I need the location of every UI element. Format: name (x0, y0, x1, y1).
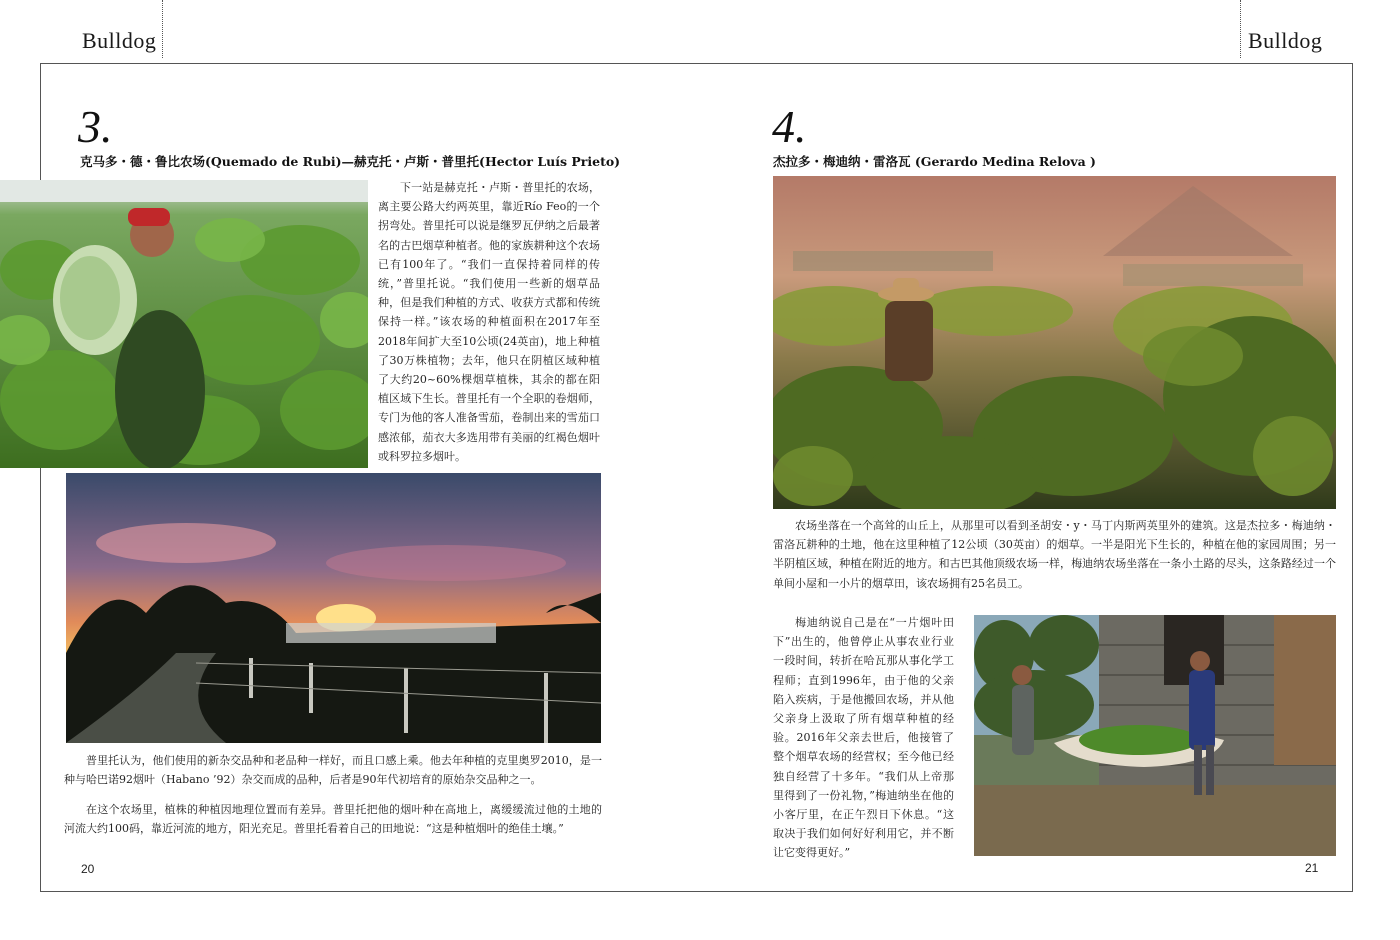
sunset-photo (66, 473, 601, 743)
section-number-3: 3. (78, 101, 113, 152)
header-divider-left (162, 0, 163, 58)
section-number-4: 4. (772, 101, 807, 152)
header-divider-right (1240, 0, 1241, 58)
right-paragraph-2: 梅迪纳说自己是在“一片烟叶田下”出生的，他曾停止从事农业行业一段时间，转折在哈瓦那从事化学工程师；直到1996年，由于他的父亲陷入疾病，于是他搬回农场，并从他父亲身上汲取了所有烟草种植的经验。2016年父亲去世后，他接管了整个烟草农场的经营权；至今他已经独自经营了十多年。“我们从上帝那里得到了一份礼物，”梅迪纳坐在他的小客厅里，在正午烈日下休息。“这取决于我们如何好好利用它，并不断让它变得更好。” (773, 616, 954, 860)
workers-photo (974, 615, 1336, 856)
left-paragraph-2: 普里托认为，他们使用的新杂交品种和老品种一样好，而且口感上乘。他去年种植的克里奥罗2010，是一种与哈巴诺92烟叶（Habano ’92）杂交而成的品种，后者是90年代初培育的原始杂交品种之一。 (64, 754, 602, 787)
field-photo (773, 176, 1336, 509)
section-subtitle-4: 杰拉多・梅迪纳・雷洛瓦 (Gerardo Medina Relova ) (773, 154, 1096, 169)
right-paragraph-1: 农场坐落在一个高耸的山丘上，从那里可以看到圣胡安・y・马丁内斯两英里外的建筑。这是杰拉多・梅迪纳・雷洛瓦耕种的土地，他在这里种植了12公顷（30英亩）的烟草。一半是阳光下生长的，种植在他的家园周围；另一半阴植区域，种植在附近的地方。和古巴其他顶级农场一样，梅迪纳农场坐落在一条小土路的尽头，这条路经过一个单间小屋和一小片的烟草田，该农场拥有25名员工。 (773, 519, 1336, 590)
page-number-left: 20 (81, 862, 95, 876)
left-paragraph-3: 在这个农场里，植株的种植因地理位置而有差异。普里托把他的烟叶种在高地上，离缓缓流过他的土地的河流大约100码，靠近河流的地方，阳光充足。普里托看着自己的田地说：“这是种植烟叶的绝佳土壤。” (64, 803, 602, 836)
brand-logo-right: Bulldog (1248, 28, 1323, 53)
left-paragraph-1: 下一站是赫克托・卢斯・普里托的农场，离主要公路大约两英里，靠近Río Feo的一个拐弯处。普里托可以说是继罗瓦伊纳之后最著名的古巴烟草种植者。他的家族耕种这个农场已有100年了。“我们一直保持着同样的传统，”普里托说。“我们使用一些新的烟草品种，但是我们种植的方式、收获方式都和传统保持一样。”该农场的种植面积在2017年至2018年间扩大至10公顷(24英亩)，地上种植了30万株植物；去年，他只在阴植区域种植了大约20~60%棵烟草植株，其余的都在阳植区域下生长。普里托有一个全职的卷烟师，专门为他的客人准备雪茄，卷制出来的雪茄口感浓郁，茄衣大多选用带有美丽的红褐色烟叶或科罗拉多烟叶。 (378, 181, 600, 463)
section-subtitle-3: 克马多・德・鲁比农场(Quemado de Rubi)—赫克托・卢斯・普里托(Hector Luís Prieto) (80, 154, 621, 169)
brand-logo-left: Bulldog (82, 28, 157, 53)
page-number-right: 21 (1305, 861, 1319, 875)
farmer-photo (0, 180, 368, 468)
